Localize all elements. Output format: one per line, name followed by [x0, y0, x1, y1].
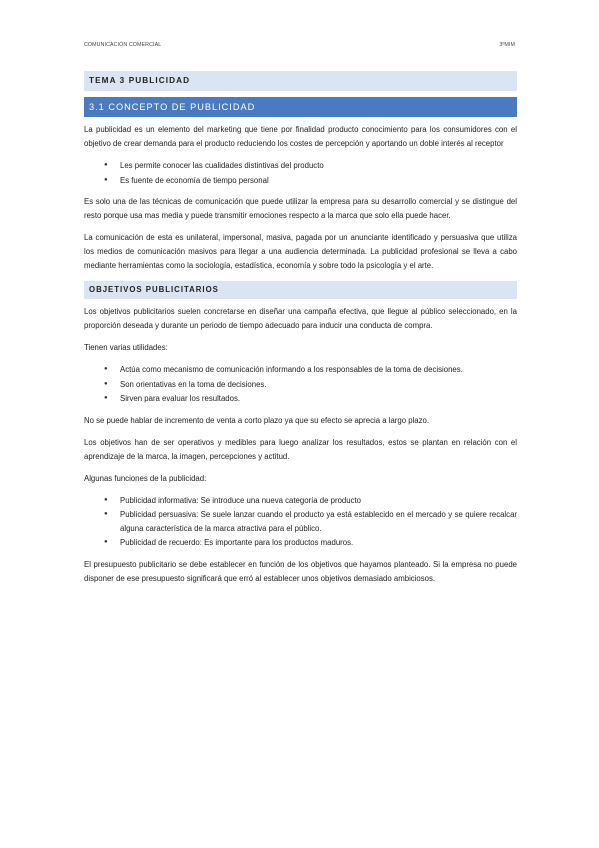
list-item: ● Actúa como mecanismo de comunicación informando a los responsables de la toma de decisiones.	[120, 363, 517, 377]
bullet-list-functions	[84, 494, 517, 550]
list-item: ● Publicidad informativa: Se introduce una nueva categoría de producto	[120, 494, 517, 508]
bullet-list-utilities	[84, 363, 517, 406]
paragraph-characteristics: La comunicación de esta es unilateral, impersonal, masiva, pagada por un anunciante identificado y persuasiva que utiliza los medios de comunicación masivos para llegar a una audiencia determinada. La publicidad profesional se lleva a cabo mediante herramientas como la sociología, estadística, economía y sobre todo la psicología y el arte.	[84, 233, 517, 270]
paragraph-technique: Es solo una de las técnicas de comunicación que puede utilizar la empresa para su desarrollo comercial y se distingue del resto porque usa mas media y puede transmitir emociones respecto a la marca que solo ella puede hacer.	[84, 197, 517, 220]
paragraph-functions-intro: Algunas funciones de la publicidad:	[84, 473, 207, 483]
bullet-list-benefits	[84, 159, 517, 187]
paragraph-utilities-intro: Tienen varias utilidades:	[84, 343, 168, 352]
list-item: ● Son orientativas en la toma de decisiones.	[120, 378, 517, 392]
page-header	[84, 42, 515, 48]
section-heading: 3.1 CONCEPTO DE PUBLICIDAD	[84, 97, 517, 117]
paragraph-objectives: Los objetivos publicitarios suelen concretarse en diseñar una campaña efectiva, que llegue al público seleccionado, en la proporción deseada y durante un periodo de tiempo adecuado para inducir una conducta de compra.	[84, 307, 517, 330]
list-item: ● Es fuente de economía de tiempo personal	[120, 174, 517, 188]
list-item: ● Sirven para evaluar los resultados.	[120, 392, 517, 406]
chapter-heading: TEMA 3 PUBLICIDAD	[84, 71, 517, 91]
paragraph-measurable: Los objetivos han de ser operativos y medibles para luego analizar los resultados, estos se plantan en relación con el aprendizaje de la marca, la imagen, percepciones y actitud.	[84, 437, 517, 461]
list-item: ● Publicidad de recuerdo: Es importante para los productos maduros.	[120, 536, 517, 550]
document-body	[84, 71, 517, 594]
list-item: ● Les permite conocer las cualidades distintivas del producto	[120, 159, 517, 173]
paragraph-long-term: No se puede hablar de incremento de venta a corto plazo ya que su efecto se aprecia a largo plazo.	[84, 415, 430, 425]
header-course-code: 3ºMIM	[499, 42, 515, 48]
list-item: ● Publicidad persuasiva: Se suele lanzar cuando el producto ya está establecido en el mercado y se quiere recalcar alguna característica de la marca atractiva para el público.	[120, 508, 517, 535]
header-course-title: COMUNICACIÓN COMERCIAL	[84, 42, 162, 48]
paragraph-budget: El presupuesto publicitario se debe establecer en función de los objetivos que hayamos planteado. Si la empresa no puede disponer de ese presupuesto significará que erró al establecer unos objetivos demasiado ambiciosos.	[84, 559, 517, 583]
subsection-heading: OBJETIVOS PUBLICITARIOS	[84, 281, 517, 299]
paragraph-definition: La publicidad es un elemento del marketing que tiene por finalidad producto conocimiento para los consumidores con el objetivo de crear demanda para el producto reduciendo los costes de percepción y aportando un doble interés al receptor	[84, 125, 517, 148]
